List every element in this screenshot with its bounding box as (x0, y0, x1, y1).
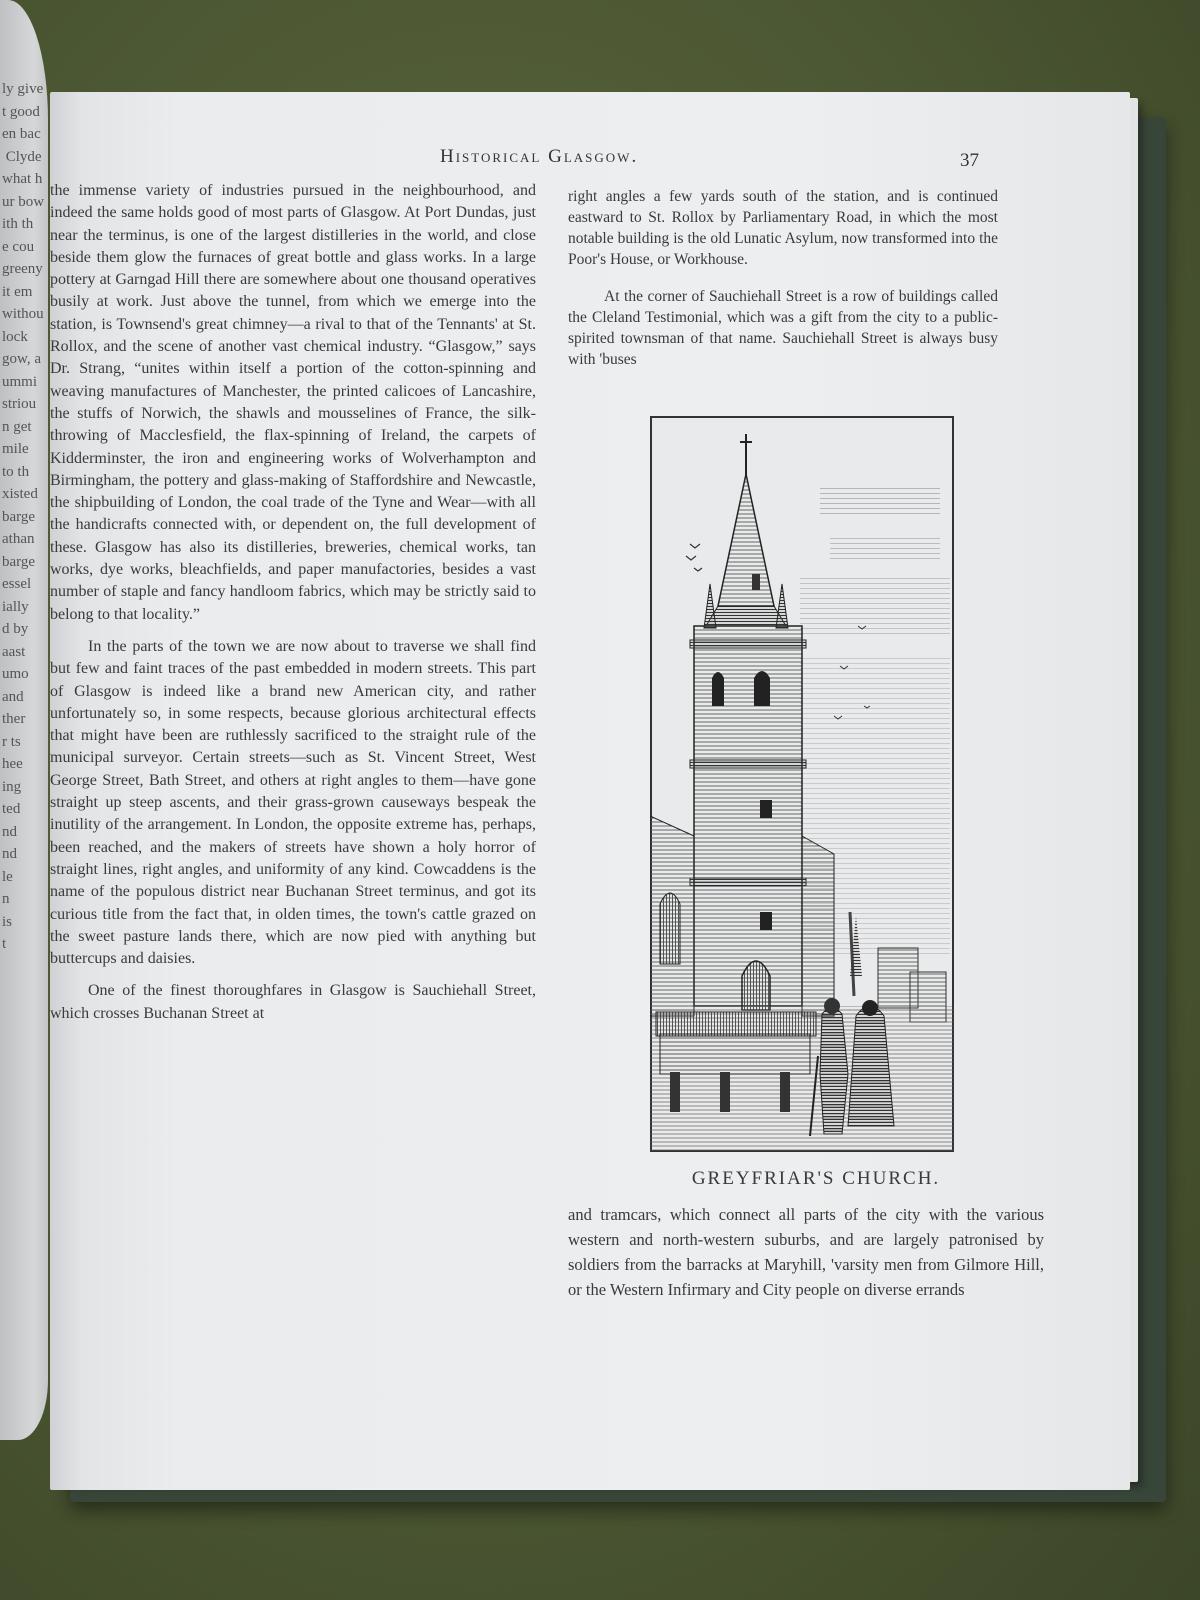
previous-page-edge: ly give t good en bac Clyde what h ur bow ith th e cou greeny it em withou lock gow, a ummi striou n get mile to th xisted barge athan barge essel ially d by aast umo and ther r ts hee ing ted nd nd le n is t (0, 0, 48, 1440)
paragraph: At the corner of Sauchiehall Street is a row of buildings called the Cleland Testimonial, which was a gift from the city to a public-spirited townsman of that name. Sauchiehall Street is always busy with 'buses (568, 288, 998, 368)
right-column-top (568, 186, 998, 370)
paragraph: right angles a few yards south of the station, and is continued eastward to St. Rollox by Parliamentary Road, in which the most notable building is the old Lunatic Asylum, now transformed into the Poor's House, or Workhouse. (568, 188, 998, 268)
greyfriars-church-engraving (650, 416, 954, 1152)
paragraph: One of the finest thoroughfares in Glasgow is Sauchiehall Street, which crosses Buchanan Street at (50, 982, 536, 1022)
paragraph: the immense variety of industries pursued in the neighbourhood, and indeed the same holds good of most parts of Glasgow. At Port Dundas, just near the terminus, is one of the largest distilleries in the world, and close beside them glow the furnaces of great bottle and glass works. In a large pottery at Garngad Hill there are somewhere about one thousand operatives busily at work. Just above the tunnel, from which we emerge into the station, is Townsend's great chimney—a rival to that of the Tennants' at St. Rollox, and the scene of another vast chemical industry. “Glasgow,” says Dr. Strang, “unites within itself a portion of the cotton-spinning and weaving manufactures of Manchester, the printed calicoes of Lancashire, the stuffs of Norwich, the shawls and mousselines of France, the silk-throwing of Macclesfield, the flax-spinning of Ireland, the carpets of Kidderminster, the iron and engineering works of Wolverhampton and Birmingham, the pottery and glass-making of Staffordshire and Newcastle, the shipbuilding of London, the coal trade of the Tyne and Wear—with all the handicrafts connected with, or dependent on, the full development of these. Glasgow has also its distilleries, breweries, chemical works, tan works, dye works, bleachfields, and paper manufactories, besides a vast number of staple and fancy handloom fabrics, which may be strictly said to belong to that locality.” (50, 182, 536, 623)
paragraph: In the parts of the town we are now about to traverse we shall find but few and faint traces of the past embedded in modern streets. This part of Glasgow is indeed like a brand new American city, and rather unfortunately so, in some respects, because glorious architectural effects that might have been are ruthlessly sacrificed to the straight rule of the municipal surveyor. Certain streets—such as St. Vincent Street, West George Street, Bath Street, and others at right angles to them—have gone straight up steep ascents, and their grass-grown causeways bespeak the inutility of the arrangement. In London, the opposite extreme has, perhaps, been reached, and the makers of streets have shown a holy horror of straight lines, right angles, and uniformity of any kind. Cowcaddens is the name of the populous district near Buchanan Street terminus, and got its curious title from the fact that, in olden times, the town's cattle grazed on the sweet pasture lands there, which are now pied with anything but buttercups and daisies. (50, 637, 536, 968)
paragraph: and tramcars, which connect all parts of the city with the various western and north-western suburbs, and are largely patronised by soldiers from the barracks at Maryhill, 'varsity men from Gilmore Hill, or the Western Infirmary and City people on diverse errands (568, 1205, 1044, 1299)
illustration-caption: GREYFRIAR'S CHURCH. (691, 1168, 941, 1189)
running-title: Historical Glasgow. (440, 146, 639, 167)
page-number: 37 (960, 150, 979, 171)
left-column (50, 180, 536, 1025)
right-column-bottom (568, 1202, 1044, 1302)
